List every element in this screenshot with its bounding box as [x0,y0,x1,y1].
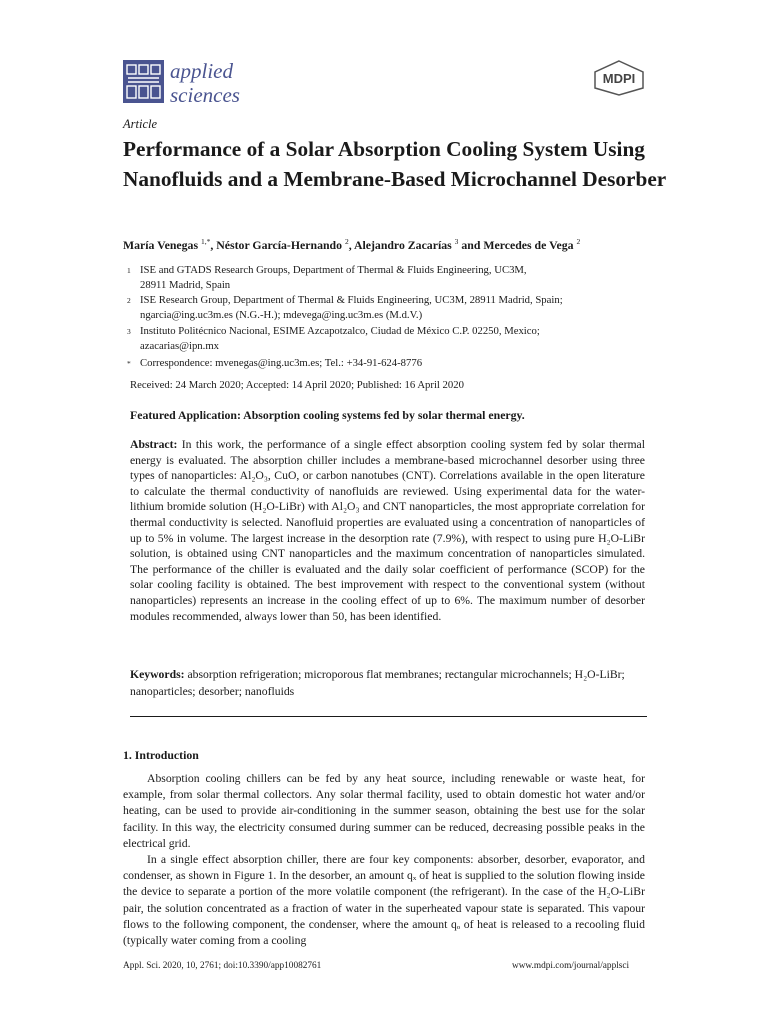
author-separator: , [210,237,217,252]
affiliation-line: Instituto Politécnico Nacional, ESIME Azcapotzalco, Ciudad de México C.P. 02250, Mexico; [140,325,540,337]
author-separator: , [348,237,354,252]
abstract-text: In this work, the performance of a single effect absorption cooling system fed by solar thermal energy is evaluated. The absorption chiller includes a membrane-based microchannel desorber using three types of nanoparticles: Al₂O₃, CuO, or carbon nanotubes (CNT). Correlations available in the open literature to calculate the thermal conductivity of nanofluids are reviewed. Using experimental data for the water-lithium bromide solution (H₂O-LiBr) with Al₂O₃ and CNT nanoparticles, the most appropriate correlation for thermal conductivity is selected. Nanofluid properties are evaluated using a concentration of nanoparticles of up to 5% in volume. The largest increase in the desorption rate (7.9%), with respect to using pure H₂O-LiBr solution, is obtained using CNT nanoparticles and the maximum concentration of nanoparticles simulated. The performance of the chiller is evaluated and the daily solar coefficient of performance (SCOP) for the solar cooling facility is obtained. The best improvement with respect to the conventional system (without nanoparticles) represents an increase in the cooling effect of up to 6%. The maximum number of desorber modules recommended, always lower than 50, has been identified. [130,438,645,623]
affiliation-mark: 1 [127,266,131,275]
keywords [130,667,645,700]
author-affil-mark: 3 [454,237,459,246]
author-name: Néstor García-Hernando [216,237,342,252]
citation-footer: Appl. Sci. 2020, 10, 2761; doi:10.3390/app10082761 [123,961,322,971]
keywords-label: Keywords: [130,668,185,681]
journal-name-line2: sciences [170,83,240,107]
journal-logo-icon [123,60,164,103]
abstract-label: Abstract: [130,438,178,451]
journal-name-line1: applied [170,59,233,83]
featured-application: Featured Application: Absorption cooling systems fed by solar thermal energy. [130,408,525,422]
correspondence [123,356,643,371]
paper-title: Performance of a Solar Absorption Cooling System Using Nanofluids and a Membrane-Based Microchannel Desorber [123,137,667,191]
journal-url[interactable]: www.mdpi.com/journal/applsci [512,961,630,971]
affiliation-mark: 2 [127,296,131,305]
section-divider [130,716,647,717]
keywords-text: absorption refrigeration; microporous flat membranes; rectangular microchannels; H₂O-LiBr; nanoparticles; desorber; nanofluids [130,668,625,698]
affiliation [123,293,643,323]
abstract [130,437,645,624]
intro-paragraph-text: In a single effect absorption chiller, there are four key components: absorber, desorber, evaporator, and condenser, as shown in Figure 1. In the desorber, an amount qₓ of heat is supplied to the solution flowing inside the device to separate a portion of the more volatile component (the refrigerant). In the case of the H₂O-LiBr pair, the solution concentrated as a fraction of water in the superheated vapour state is separated. This vapour flows to the following component, the condenser, where the amount qₒ of heat is released to a recooling fluid (typically water coming from a cooling [123,853,645,948]
author-name: Alejandro Zacarías [353,237,452,252]
affiliation [123,324,643,354]
affiliation-mark: 3 [127,327,131,336]
intro-paragraph-text: Absorption cooling chillers can be fed by any heat source, including renewable or waste heat, for example, from solar thermal collectors. Any solar thermal facility, used to obtain domestic hot water and/or heating, can be used to provide air-conditioning in the summer season, obtaining the best use for the solar facility. In this way, the electricity consumed during summer can be reduced, decreasing possible peaks in the electrical grid. [123,772,645,850]
affiliation-line: azacarias@ipn.mx [140,340,219,352]
affiliation-line: Correspondence: mvenegas@ing.uc3m.es; Tel.: +34-91-624-8776 [140,357,423,369]
affiliation-mark: * [127,359,131,368]
affiliation-line: ngarcia@ing.uc3m.es (N.G.-H.); mdevega@ing.uc3m.es (M.d.V.) [140,309,423,321]
affiliation-line: 28911 Madrid, Spain [140,279,231,291]
mdpi-logo [593,60,645,101]
intro-paragraph [123,771,645,852]
intro-paragraph [123,852,645,949]
publication-dates: Received: 24 March 2020; Accepted: 14 April 2020; Published: 16 April 2020 [130,379,464,391]
author-affil-mark: 2 [576,237,581,246]
author-list [123,237,580,253]
section-heading-introduction: 1. Introduction [123,748,199,762]
affiliation-line: ISE Research Group, Department of Thermal & Fluids Engineering, UC3M, 28911 Madrid, Spain; [140,294,563,306]
author-separator: and [458,237,484,252]
affiliation-line: ISE and GTADS Research Groups, Department of Thermal & Fluids Engineering, UC3M, [140,264,527,276]
author-name: María Venegas [123,237,199,252]
author-affil-mark: 2 [344,237,349,246]
affiliation [123,263,643,293]
author-affil-mark: 1,* [201,237,211,246]
author-name: Mercedes de Vega [483,237,574,252]
publisher-name: MDPI [602,71,636,86]
article-type: Article [123,117,158,131]
